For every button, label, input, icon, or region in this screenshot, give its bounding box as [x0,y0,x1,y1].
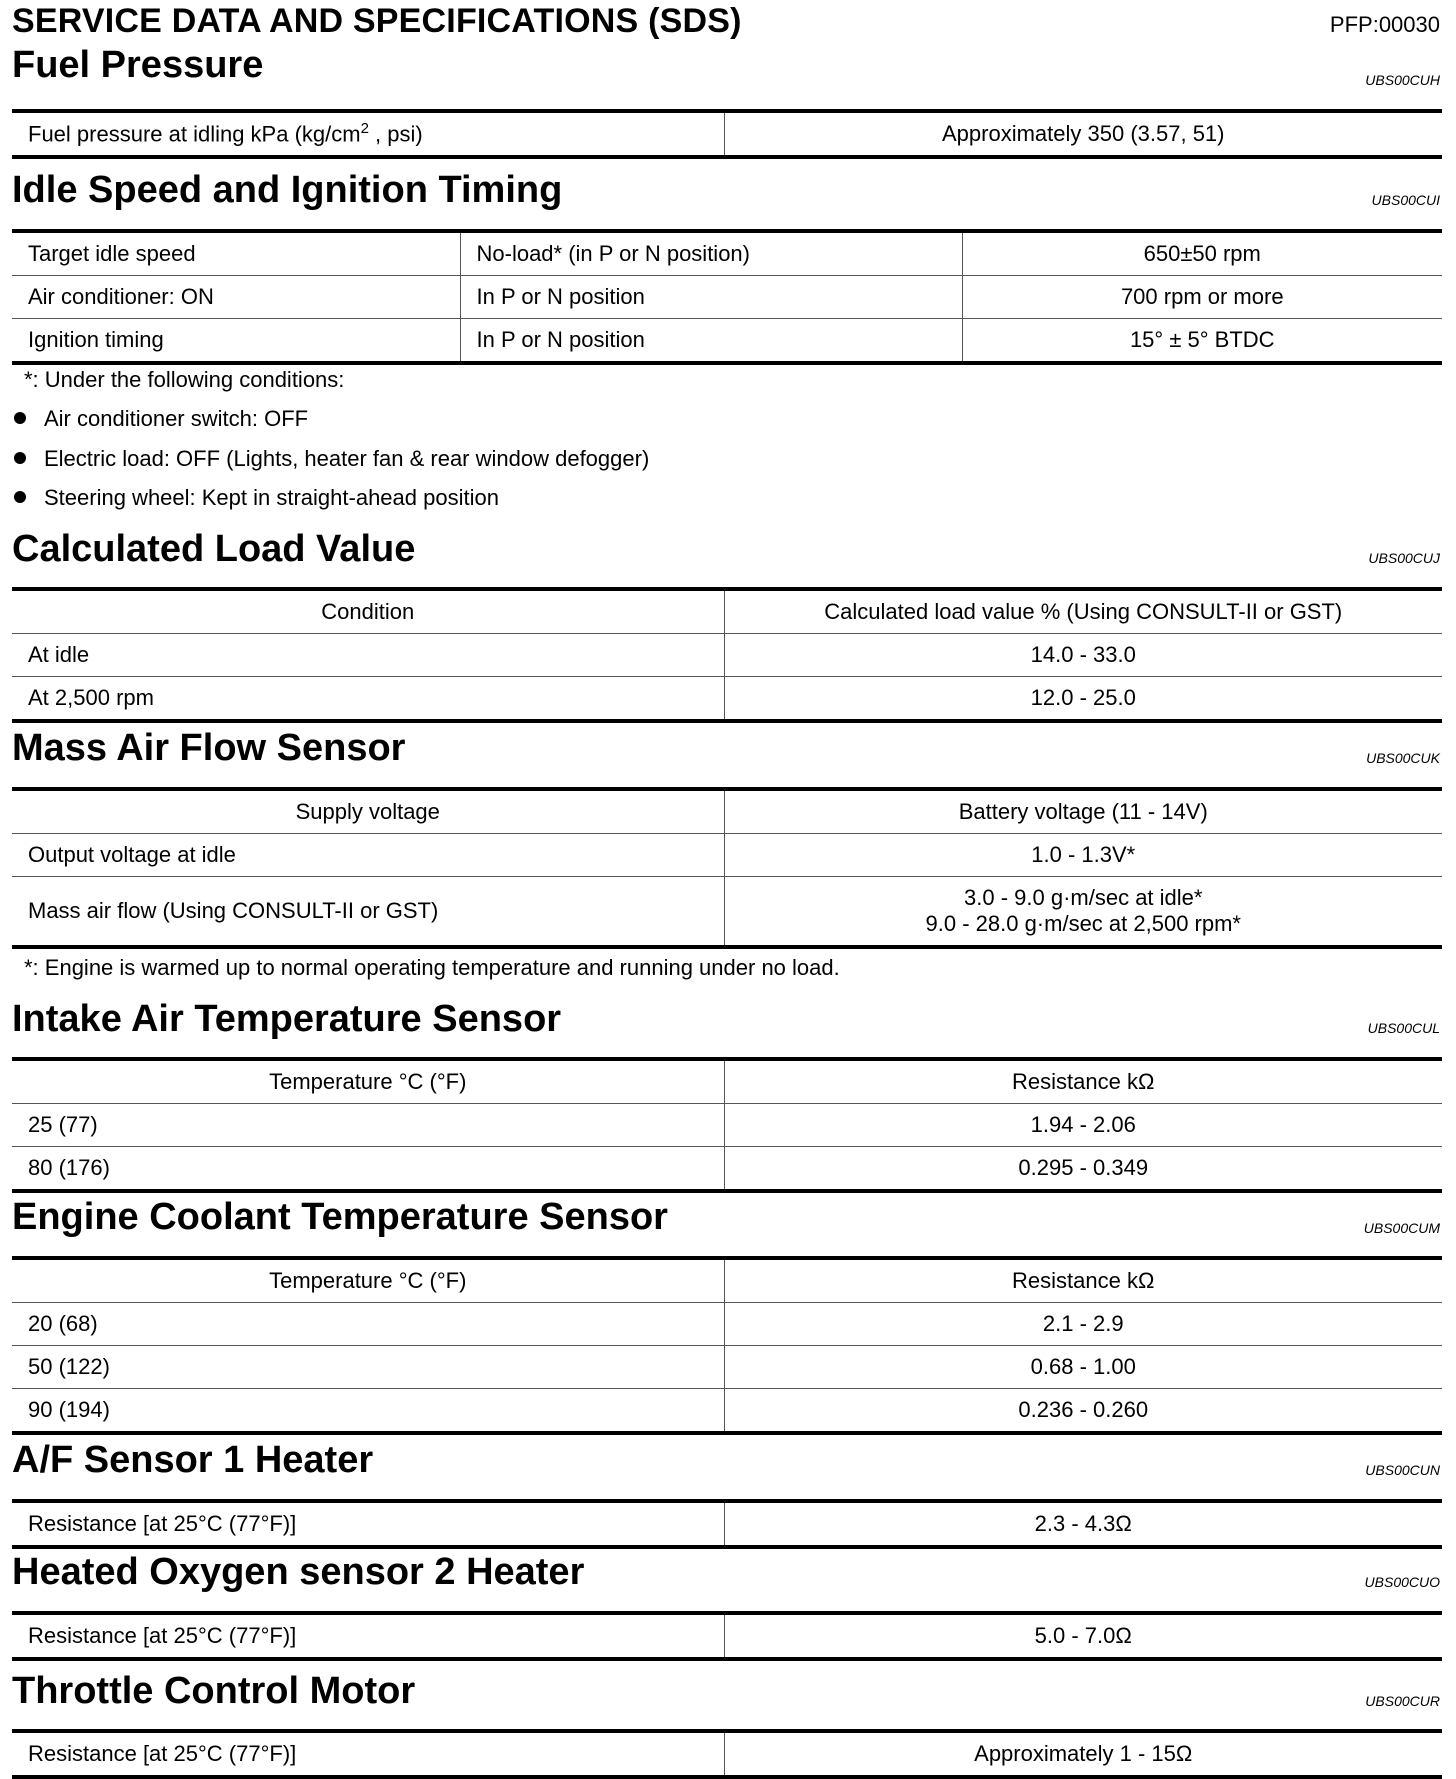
row-value: 15° ± 5° BTDC [962,319,1442,364]
ect-sensor-code: UBS00CUM [1363,1220,1440,1236]
idle-speed-note: *: Under the following conditions: [24,367,345,392]
fuel-pressure-code: UBS00CUH [1365,72,1440,88]
table-row [12,1389,1442,1434]
row-value: Approximately 1 - 15Ω [724,1731,1442,1777]
row-condition: At idle [12,634,724,677]
row-value: 2.3 - 4.3Ω [724,1501,1442,1547]
row-value: 1.0 - 1.3V* [724,834,1442,877]
column-header: Temperature °C (°F) [269,1268,467,1293]
table-row [12,1303,1442,1346]
row-temperature: 25 (77) [12,1104,724,1147]
row-condition: No-load* (in P or N position) [460,231,962,276]
page-title: SERVICE DATA AND SPECIFICATIONS (SDS) [12,2,742,40]
row-value: 0.68 - 1.00 [724,1346,1442,1389]
ho2s2-heater-table [12,1611,1442,1661]
table-row [12,319,1442,364]
table-row [12,1613,1442,1659]
column-header: Condition [321,599,415,624]
idle-speed-table [12,229,1442,365]
iat-sensor-code: UBS00CUL [1367,1020,1440,1036]
row-temperature: 20 (68) [12,1303,724,1346]
row-item: Resistance [at 25°C (77°F)] [28,1623,297,1648]
table-row [12,1731,1442,1777]
row-temperature: 80 (176) [12,1147,724,1192]
table-row [12,1501,1442,1547]
table-header-row [12,589,1442,634]
column-header: Temperature °C (°F) [269,1069,467,1094]
table-row [12,634,1442,677]
fuel-pressure-title: Fuel Pressure [12,44,264,86]
table-row [12,789,1442,834]
row-condition: In P or N position [460,276,962,319]
table-header-row [12,1258,1442,1303]
row-item: Ignition timing [12,319,460,364]
table-row [12,677,1442,722]
row-item: Output voltage at idle [12,834,724,877]
row-value: Battery voltage (11 - 14V) [724,789,1442,834]
fuel-pressure-table [12,109,1442,159]
table-row [12,1104,1442,1147]
throttle-motor-table [12,1729,1442,1779]
maf-sensor-code: UBS00CUK [1366,750,1440,766]
row-value: 0.236 - 0.260 [724,1389,1442,1434]
row-temperature: 90 (194) [12,1389,724,1434]
row-value: 1.94 - 2.06 [724,1104,1442,1147]
row-temperature: 50 (122) [12,1346,724,1389]
af-sensor-heater-title: A/F Sensor 1 Heater [12,1439,374,1481]
list-item: Air conditioner switch: OFF [14,406,308,432]
idle-speed-title: Idle Speed and Ignition Timing [12,169,563,211]
maf-sensor-title: Mass Air Flow Sensor [12,727,406,769]
af-sensor-heater-code: UBS00CUN [1365,1462,1440,1478]
iat-sensor-table [12,1057,1442,1193]
ect-sensor-table [12,1256,1442,1435]
row-condition: In P or N position [460,319,962,364]
row-item: Mass air flow (Using CONSULT-II or GST) [12,877,724,948]
fuel-pressure-value: Approximately 350 (3.57, 51) [724,111,1442,157]
table-row [12,1346,1442,1389]
table-row [12,231,1442,276]
table-row [12,1147,1442,1192]
row-item: Target idle speed [28,241,196,266]
row-value: 650±50 rpm [962,231,1442,276]
column-header: Calculated load value % (Using CONSULT-II or GST) [724,589,1442,634]
list-item: Steering wheel: Kept in straight-ahead position [14,485,499,511]
ect-sensor-title: Engine Coolant Temperature Sensor [12,1196,668,1238]
row-item: Supply voltage [295,799,440,824]
maf-sensor-table [12,787,1442,949]
row-value: 5.0 - 7.0Ω [724,1613,1442,1659]
calculated-load-table [12,587,1442,723]
column-header: Resistance kΩ [724,1258,1442,1303]
maf-sensor-note: *: Engine is warmed up to normal operating temperature and running under no load. [24,955,840,980]
bullet-icon [14,452,26,464]
bullet-icon [14,412,26,424]
throttle-motor-code: UBS00CUR [1365,1693,1440,1709]
iat-sensor-title: Intake Air Temperature Sensor [12,998,562,1040]
row-value: 3.0 - 9.0 g·m/sec at idle* 9.0 - 28.0 g·m/sec at 2,500 rpm* [724,877,1442,948]
column-header: Resistance kΩ [724,1059,1442,1104]
row-value: 700 rpm or more [962,276,1442,319]
list-item: Electric load: OFF (Lights, heater fan & rear window defogger) [14,446,649,472]
calculated-load-code: UBS00CUJ [1368,550,1440,566]
table-row [12,276,1442,319]
row-value: 2.1 - 2.9 [724,1303,1442,1346]
row-value: 0.295 - 0.349 [724,1147,1442,1192]
row-item: Resistance [at 25°C (77°F)] [28,1511,297,1536]
row-item: Resistance [at 25°C (77°F)] [28,1741,297,1766]
idle-speed-code: UBS00CUI [1371,192,1440,208]
row-value: 14.0 - 33.0 [724,634,1442,677]
ho2s2-heater-code: UBS00CUO [1364,1574,1440,1590]
table-row [12,877,1442,948]
ho2s2-heater-title: Heated Oxygen sensor 2 Heater [12,1551,585,1593]
af-sensor-heater-table [12,1499,1442,1549]
page-code: PFP:00030 [1329,12,1440,37]
table-header-row [12,1059,1442,1104]
fuel-pressure-label: Fuel pressure at idling kPa ($kg/cm^2$ , psi) [28,120,423,147]
row-item: Air conditioner: ON [12,276,460,319]
bullet-icon [14,491,26,503]
throttle-motor-title: Throttle Control Motor [12,1670,416,1712]
table-row [12,111,1442,157]
calculated-load-title: Calculated Load Value [12,528,416,570]
row-condition: At 2,500 rpm [12,677,724,722]
table-row [12,834,1442,877]
row-value: 12.0 - 25.0 [724,677,1442,722]
